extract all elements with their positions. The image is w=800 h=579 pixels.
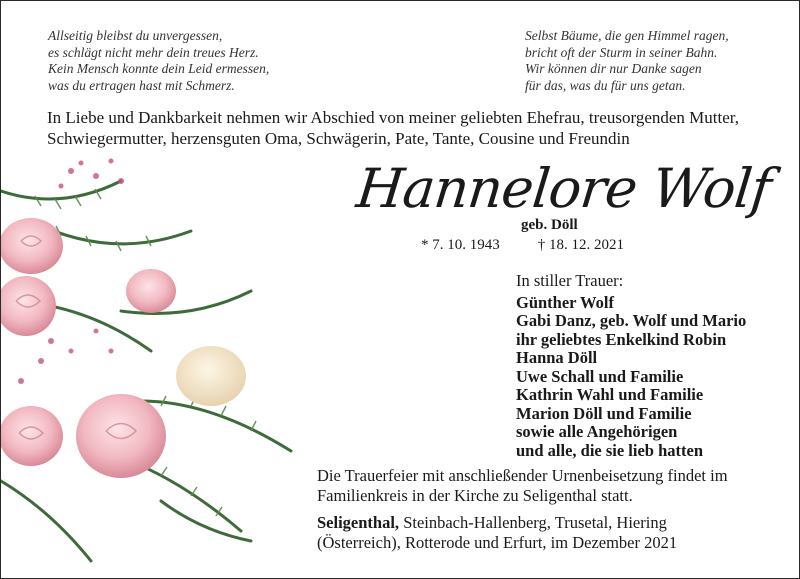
places-and-date xyxy=(317,513,677,553)
mourner-name: Uwe Schall und Familie xyxy=(516,366,684,386)
flower-arrangement-image xyxy=(1,151,301,571)
poem-left-line: es schlägt nicht mehr dein treues Herz. xyxy=(48,44,259,60)
mourner-name: Kathrin Wahl und Familie xyxy=(516,385,704,404)
intro-line: Schwiegermutter, herzensguten Oma, Schwägerin, Pate, Tante, Cousine und Freundin xyxy=(47,129,630,148)
places-rest: Steinbach-Hallenberg, Trusetal, Hiering xyxy=(399,513,667,532)
poem-left-line: was du ertragen hast mit Schmerz. xyxy=(48,77,235,93)
mourner-name: und alle, die sie lieb hatten xyxy=(516,440,704,460)
death-date: † 18. 12. 2021 xyxy=(537,237,624,253)
mourner-name: Marion Döll und Familie xyxy=(516,403,692,423)
mourner-name: Gabi Danz, geb. Wolf und Mario xyxy=(516,311,747,330)
poem-left xyxy=(48,28,269,94)
life-dates xyxy=(421,237,624,254)
poem-left-line: Kein Mensch konnte dein Leid ermessen, xyxy=(48,61,270,76)
poem-right-line: Wir können dir nur Danke sagen xyxy=(525,61,702,76)
poem-left-line: Allseitig bleibst du unvergessen, xyxy=(48,28,223,43)
deceased-name: Hannelore Wolf xyxy=(353,157,774,220)
mourner-name: ihr geliebtes Enkelkind Robin xyxy=(516,329,727,349)
birth-name: geb. Döll xyxy=(521,217,578,233)
mourners-label: In stiller Trauer: xyxy=(516,271,624,290)
poem-right-line: Selbst Bäume, die gen Himmel ragen, xyxy=(525,28,729,43)
place-bold: Seligenthal, xyxy=(317,513,400,532)
intro-line: In Liebe und Dankbarkeit nehmen wir Abschied von meiner geliebten Ehefrau, treusorgenden Mutter, xyxy=(47,108,740,127)
birth-date: * 7. 10. 1943 xyxy=(421,237,500,253)
poem-right-line: für das, was du für uns getan. xyxy=(525,77,686,93)
mourner-name: Hanna Döll xyxy=(516,348,598,367)
ceremony-line: Familienkreis in der Kirche zu Seligenthal statt. xyxy=(317,486,633,505)
places-line-2: (Österreich), Rotterode und Erfurt, im Dezember 2021 xyxy=(317,533,678,552)
ceremony-line: Die Trauerfeier mit anschließender Urnenbeisetzung findet im xyxy=(317,466,728,485)
ceremony-notice xyxy=(317,466,728,506)
mourner-name: sowie alle Angehörigen xyxy=(516,422,678,441)
poem-right-line: bricht oft der Sturm in seiner Bahn. xyxy=(525,44,718,60)
intro-text xyxy=(47,107,767,149)
mourners-list xyxy=(516,272,746,460)
poem-right xyxy=(525,28,729,94)
places-line-1 xyxy=(317,513,677,533)
mourner-name: Günther Wolf xyxy=(516,292,614,312)
